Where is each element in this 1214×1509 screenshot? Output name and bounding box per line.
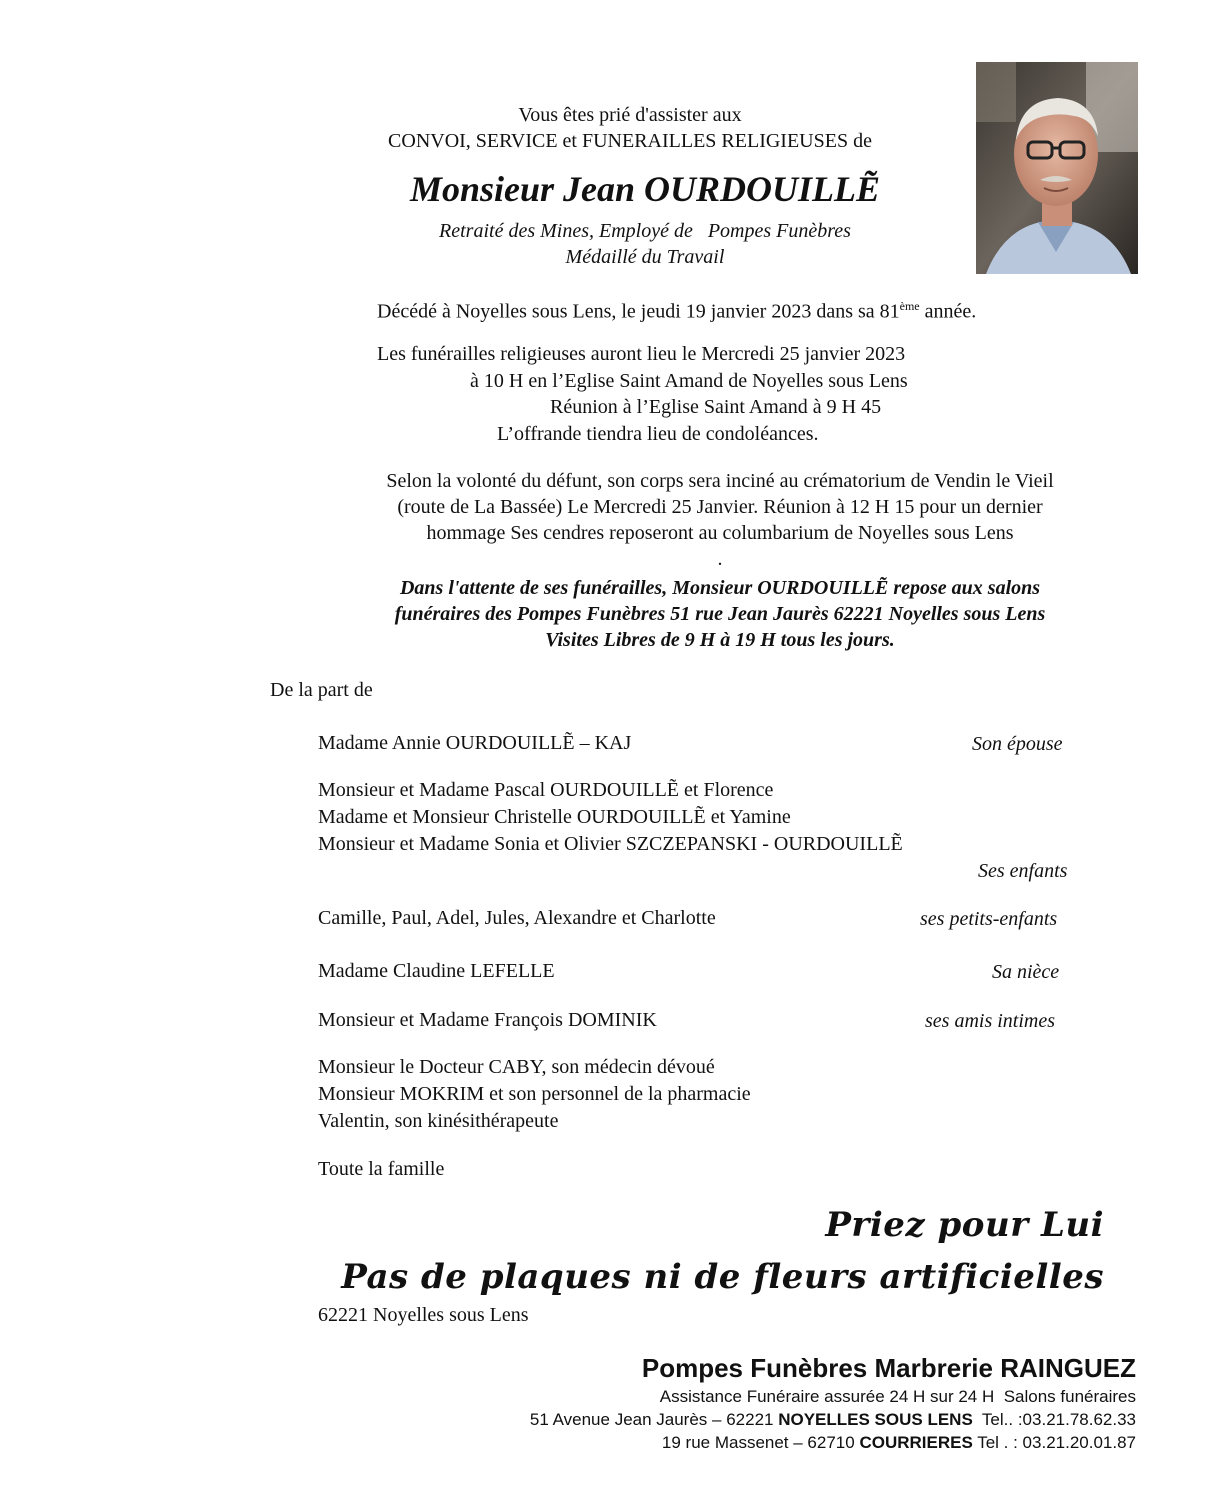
- enfants-role: Ses enfants: [978, 860, 1068, 882]
- funeral-home-name: Pompes Funèbres Marbrerie RAINGUEZ: [641, 1353, 1136, 1383]
- cremation-line-4: .: [717, 548, 723, 570]
- other-3: Valentin, son kinésithérapeute: [318, 1110, 559, 1132]
- cremation-line-1: Selon la volonté du défunt, son corps sera inciné au crématorium de Vendin le Vieil: [386, 470, 1054, 492]
- epouse-name: Madame Annie OURDOUILLẼ – KAJ: [318, 732, 632, 754]
- other-1: Monsieur le Docteur CABY, son médecin dévoué: [318, 1056, 715, 1078]
- toute-la-famille: Toute la famille: [318, 1158, 445, 1180]
- funeral-home-line-3: [662, 1432, 1136, 1454]
- cremation-text: [300, 468, 1140, 572]
- phone-2: Tel . : 03.21.20.01.87: [972, 1433, 1136, 1452]
- funeral-home-line-2: [530, 1409, 1136, 1431]
- deceased-name: Monsieur Jean OURDOUILLẼ: [409, 169, 881, 209]
- ville-line: 62221 Noyelles sous Lens: [318, 1304, 529, 1326]
- subtitle-line-1: Retraité des Mines, Employé de Pompes Funèbres: [439, 220, 851, 242]
- phone-1: Tel.. :03.21.78.62.33: [972, 1410, 1136, 1429]
- niece-role: Sa nièce: [992, 961, 1060, 983]
- niece-name: Madame Claudine LEFELLE: [318, 960, 555, 982]
- deces-sup: ème: [899, 299, 920, 313]
- amis-role: ses amis intimes: [925, 1010, 1055, 1032]
- address-2: 19 rue Massenet – 62710: [661, 1433, 860, 1452]
- deces-text: Décédé à Noyelles sous Lens, le jeudi 19 janvier 2023 dans sa 81: [377, 300, 900, 323]
- salons-line-2: funéraires des Pompes Funèbres 51 rue Jean Jaurès 62221 Noyelles sous Lens: [394, 603, 1046, 625]
- intro-line-1: Vous êtes prié d'assister aux: [518, 104, 742, 126]
- cremation-line-2: (route de La Bassée) Le Mercredi 25 Janvier. Réunion à 12 H 15 pour un dernier: [397, 496, 1043, 518]
- deces-text-end: année.: [919, 300, 977, 323]
- deces-line: [377, 293, 976, 325]
- epouse-role: Son épouse: [972, 733, 1063, 755]
- enfant-3: Monsieur et Madame Sonia et Olivier SZCZEPANSKI - OURDOUILLẼ: [318, 833, 903, 855]
- subtitle-line-2: Médaillé du Travail: [565, 246, 725, 268]
- funerailles-line-2: à 10 H en l’Eglise Saint Amand de Noyelles sous Lens: [470, 370, 908, 392]
- petits-enfants-names: Camille, Paul, Adel, Jules, Alexandre et Charlotte: [318, 907, 716, 929]
- funerailles-line-1: Les funérailles religieuses auront lieu le Mercredi 25 janvier 2023: [377, 343, 906, 365]
- enfant-2: Madame et Monsieur Christelle OURDOUILLẼ et Yamine: [318, 806, 791, 828]
- funerailles-line-3: Réunion à l’Eglise Saint Amand à 9 H 45: [550, 396, 882, 418]
- funeral-home-line-1: Assistance Funéraire assurée 24 H sur 24 H Salons funéraires: [659, 1387, 1136, 1406]
- amis-name: Monsieur et Madame François DOMINIK: [318, 1009, 657, 1031]
- other-2: Monsieur MOKRIM et son personnel de la pharmacie: [318, 1083, 751, 1105]
- funerailles-line-4: L’offrande tiendra lieu de condoléances.: [497, 423, 819, 445]
- salons-text: [300, 575, 1140, 653]
- address-1: 51 Avenue Jean Jaurès – 62221: [529, 1410, 779, 1429]
- intro-line-2: CONVOI, SERVICE et FUNERAILLES RELIGIEUSES de: [388, 130, 872, 152]
- salons-line-1: Dans l'attente de ses funérailles, Monsieur OURDOUILLẼ repose aux salons: [399, 577, 1041, 599]
- pas-de-plaques: Pas de plaques ni de fleurs artificielles: [341, 1257, 1104, 1297]
- city-1: NOYELLES SOUS LENS: [778, 1410, 973, 1429]
- cremation-line-3: hommage Ses cendres reposeront au columbarium de Noyelles sous Lens: [426, 522, 1014, 544]
- city-2: COURRIERES: [859, 1433, 973, 1452]
- deceased-subtitle: [300, 218, 990, 270]
- petits-enfants-role: ses petits-enfants: [920, 908, 1058, 930]
- salons-line-3: Visites Libres de 9 H à 19 H tous les jours.: [545, 629, 895, 651]
- portrait-photo: [976, 62, 1138, 274]
- enfant-1: Monsieur et Madame Pascal OURDOUILLẼ et Florence: [318, 779, 774, 801]
- priez-pour-lui: Priez pour Lui: [825, 1205, 1104, 1245]
- de-la-part-label: De la part de: [270, 679, 373, 701]
- intro-text: [300, 102, 960, 154]
